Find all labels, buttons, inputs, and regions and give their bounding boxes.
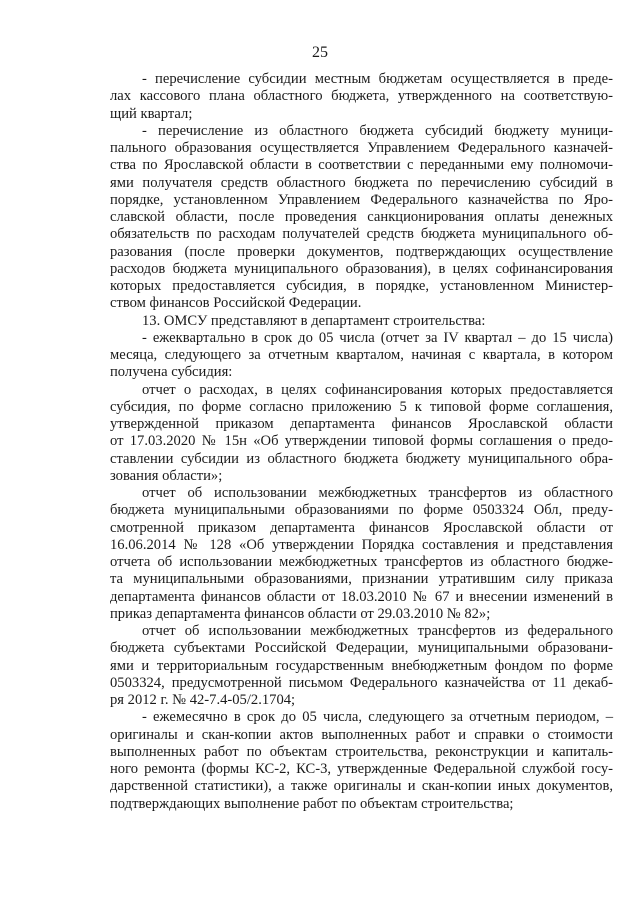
text-line: отчета об использовании межбюджетных трансфертов из областного бюдже-: [110, 554, 613, 570]
text-line: - ежемесячно в срок до 05 числа, следующего за отчетным периодом, –: [142, 709, 613, 726]
document-body: [110, 71, 613, 813]
text-line: ного ремонта (формы КС-2, КС-3, утвержденные Федеральной службой госу-: [110, 761, 613, 777]
paragraph: [110, 709, 613, 813]
text-line: которых предоставляется субсидия, в порядке, установленном Министер-: [110, 278, 613, 294]
text-line: смотренной приказом департамента финансов Ярославской области от: [110, 519, 613, 536]
paragraph: [110, 71, 613, 123]
paragraph: [110, 623, 613, 709]
text-line: зования области»;: [110, 467, 223, 484]
text-line: отчет об использовании межбюджетных трансфертов из областного: [142, 485, 613, 501]
text-line: утвержденной приказом департамента финансов Ярославской области: [110, 416, 613, 432]
text-line: ством финансов Российской Федерации.: [110, 295, 362, 312]
text-line: обязательств по расходам получателей средств бюджета муниципального об-: [110, 226, 613, 243]
text-line: щий квартал;: [110, 105, 193, 122]
text-line: ря 2012 г. № 42-7.4-05/2.1704;: [110, 692, 296, 708]
text-line: бюджета субъектами Российской Федерации, муниципальными образовани-: [110, 640, 613, 657]
paragraph: [110, 382, 613, 486]
text-line: порядке, установленном Управлением Федерального казначейства по Яро-: [110, 191, 613, 208]
text-line: получена субсидия:: [110, 364, 233, 381]
text-line: департамента финансов области от 18.03.2010 № 67 и внесении изменений в: [110, 588, 613, 605]
text-line: оригиналы и скан-копии актов выполненных работ и справки о стоимости: [110, 726, 613, 743]
text-line: подтверждающих выполнение работ по объектам строительства;: [110, 795, 514, 812]
text-line: дарственной статистики), а также оригиналы и скан-копии иных документов,: [110, 778, 613, 795]
text-line: 13. ОМСУ представляют в департамент строительства:: [142, 312, 486, 329]
text-line: - перечисление субсидии местным бюджетам осуществляется в преде-: [142, 71, 613, 87]
paragraph: [110, 485, 613, 623]
text-line: лах кассового плана областного бюджета, утвержденного на соответствую-: [110, 88, 613, 105]
text-line: бюджета муниципальными образованиями по форме 0503324 Обл, преду-: [110, 502, 613, 519]
text-line: - перечисление из областного бюджета субсидий бюджету муници-: [142, 122, 613, 139]
paragraph: [110, 330, 613, 382]
text-line: приказ департамента финансов области от 29.03.2010 № 82»;: [110, 605, 491, 622]
text-line: пального образования осуществляется Управлением Федерального казначей-: [110, 140, 613, 156]
text-line: та муниципальными образованиями, признании утратившим силу приказа: [110, 571, 613, 588]
text-line: разования (после проверки документов, подтверждающих осуществление: [110, 243, 613, 260]
text-line: от 17.03.2020 № 15н «Об утверждении типовой формы соглашения о предо-: [110, 433, 613, 450]
text-line: 0503324, предусмотренной письмом Федерального казначейства от 11 декаб-: [110, 674, 613, 691]
text-line: 16.06.2014 № 128 «Об утверждении Порядка составления и представления: [110, 536, 613, 553]
text-line: славской области, после проведения санкционирования оплаты денежных: [110, 209, 613, 225]
text-line: ставлении субсидии из областного бюджета бюджету муниципального обра-: [110, 450, 613, 467]
text-line: расходов бюджета муниципального образования), в целях софинансирования: [110, 260, 613, 277]
paragraph: [110, 123, 613, 313]
text-line: месяца, следующего за отчетным кварталом, начиная с квартала, в котором: [110, 347, 613, 363]
text-line: выполненных работ по объектам строительства, реконструкции и капиталь-: [110, 743, 613, 760]
paragraph: [110, 313, 613, 330]
text-line: ства по Ярославской области в соответствии с переданными ему полномочи-: [110, 157, 613, 174]
text-line: ями и территориальным государственным внебюджетным фондом по форме: [110, 657, 613, 674]
text-line: - ежеквартально в срок до 05 числа (отчет за IV квартал – до 15 числа): [142, 329, 613, 346]
text-line: субсидия, по форме согласно приложению 5 к типовой форме соглашения,: [110, 398, 613, 415]
text-line: отчет об использовании межбюджетных трансфертов из федерального: [142, 623, 613, 639]
text-line: отчет о расходах, в целях софинансирования которых предоставляется: [142, 381, 613, 398]
text-line: ями получателя средств областного бюджета по перечислению субсидий в: [110, 174, 613, 191]
page-number: 25: [312, 44, 328, 61]
